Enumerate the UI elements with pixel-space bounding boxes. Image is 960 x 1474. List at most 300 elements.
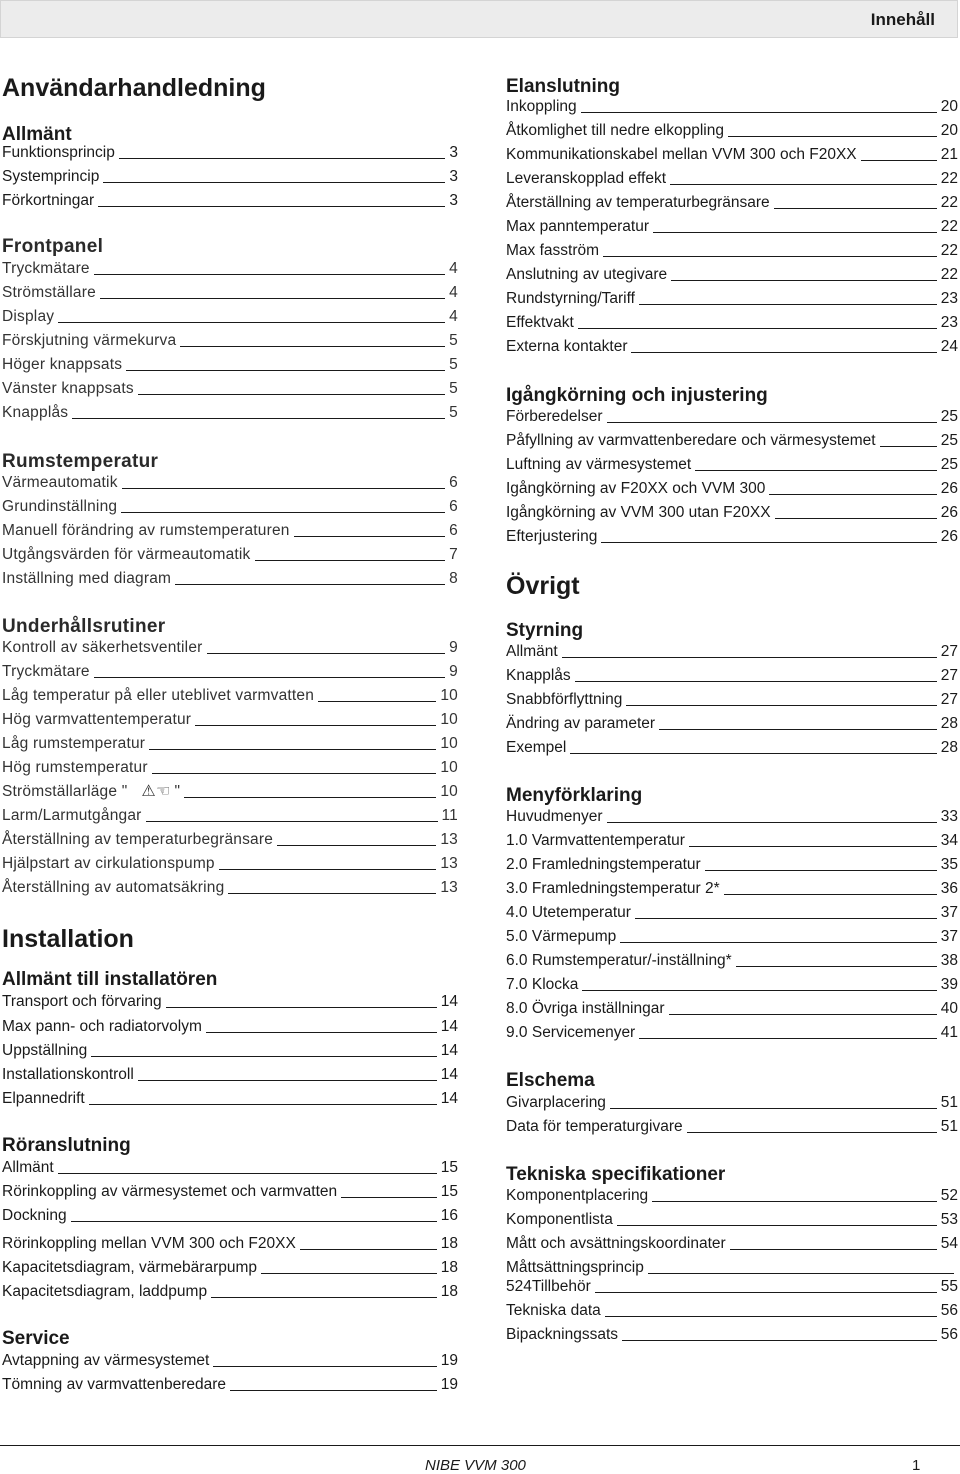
toc-entry-title: Dockning (2, 1207, 67, 1224)
part-heading: Övrigt (506, 572, 580, 600)
toc-entry-title: Strömställarläge " (2, 783, 128, 800)
toc-leader-line (671, 280, 937, 281)
toc-entry[interactable] (2, 1255, 458, 1277)
toc-entry[interactable] (2, 1062, 458, 1084)
toc-page-number: 26 (940, 504, 958, 521)
toc-entry-title: Allmänt (506, 643, 558, 660)
toc-leader-line (58, 322, 445, 323)
toc-page-number: 10 (440, 783, 458, 800)
toc-leader-line (575, 681, 937, 682)
toc-page-number: 4 (449, 260, 458, 277)
toc-leader-line (341, 1197, 437, 1198)
toc-entry-title: Förkortningar (2, 192, 95, 209)
toc-entry[interactable] (506, 948, 958, 970)
toc-entry[interactable] (506, 452, 958, 474)
toc-entry[interactable] (506, 524, 958, 546)
toc-entry[interactable] (506, 500, 958, 522)
section-heading: Röranslutning (2, 1135, 131, 1156)
toc-entry[interactable] (506, 1020, 958, 1042)
toc-leader-line (769, 494, 936, 495)
toc-entry[interactable] (2, 1038, 458, 1060)
toc-leader-line (607, 422, 937, 423)
toc-leader-line (71, 1221, 437, 1222)
toc-leader-line (669, 1014, 937, 1015)
toc-entry[interactable] (2, 542, 458, 564)
toc-page-number: 27 (940, 691, 958, 708)
toc-entry-title: 3.0 Framledningstemperatur 2* (506, 880, 720, 897)
toc-entry-title: Bipackningssats (506, 1326, 619, 1343)
toc-page-number: 41 (940, 1024, 958, 1041)
toc-entry[interactable] (506, 190, 958, 212)
header-bar (0, 0, 958, 38)
toc-entry-title: Efterjustering (506, 528, 598, 545)
toc-entry-title: Systemprincip (2, 168, 100, 185)
toc-page-number: 9 (449, 663, 458, 680)
toc-page-number: 38 (940, 952, 958, 969)
toc-entry[interactable] (2, 328, 458, 350)
toc-entry-title: Låg rumstemperatur (2, 735, 146, 752)
toc-entry-title: 524Tillbehör (506, 1278, 591, 1295)
toc-page-number: 9 (449, 639, 458, 656)
section-heading: Elschema (506, 1070, 595, 1091)
toc-leader-line (138, 394, 445, 395)
toc-page-number: 56 (940, 1326, 958, 1343)
toc-leader-line (601, 542, 936, 543)
toc-leader-line (228, 893, 436, 894)
toc-entry[interactable] (506, 1114, 958, 1136)
toc-leader-line (211, 1297, 437, 1298)
footer-page-number: 1 (912, 1457, 921, 1474)
toc-entry-title: 4.0 Utetemperatur (506, 904, 631, 921)
toc-page-number: 10 (440, 711, 458, 728)
toc-page-number: 13 (440, 855, 458, 872)
toc-entry[interactable] (2, 1372, 458, 1394)
toc-entry[interactable] (2, 1348, 458, 1370)
toc-entry-title: Måttsättningsprincip (506, 1259, 644, 1276)
section-heading: Service (2, 1328, 70, 1349)
toc-entry[interactable] (2, 1279, 458, 1301)
toc-entry-title: Strömställare (2, 284, 96, 301)
toc-leader-line (119, 158, 446, 159)
toc-page-number: 18 (440, 1235, 458, 1252)
toc-entry[interactable] (2, 352, 458, 374)
toc-entry[interactable] (2, 1086, 458, 1108)
toc-page-number: 13 (440, 879, 458, 896)
toc-leader-line (617, 1225, 937, 1226)
toc-entry[interactable] (2, 280, 458, 302)
toc-page-number: 22 (940, 170, 958, 187)
toc-entry-title: Låg temperatur på eller uteblivet varmvatten (2, 687, 315, 704)
toc-leader-line (603, 256, 937, 257)
toc-entry[interactable] (2, 1203, 458, 1225)
toc-leader-line (184, 797, 436, 798)
toc-page-number: 19 (440, 1376, 458, 1393)
toc-page-number: 5 (449, 404, 458, 421)
toc-entry[interactable] (506, 876, 958, 898)
toc-entry-title: Allmänt (2, 1159, 54, 1176)
toc-page-number: 25 (940, 456, 958, 473)
toc-entry-title: Rörinkoppling av värmesystemet och varmvatten (2, 1183, 338, 1200)
warning-hand-icon: ⚠☜ (141, 783, 171, 800)
toc-entry-title: 8.0 Övriga inställningar (506, 1000, 665, 1017)
section-heading: Frontpanel (2, 236, 104, 257)
toc-page-number: 3 (449, 168, 458, 185)
toc-entry[interactable] (2, 731, 458, 753)
toc-entry[interactable] (506, 900, 958, 922)
toc-leader-line (121, 512, 445, 513)
toc-entry-title: Avtappning av värmesystemet (2, 1352, 210, 1369)
toc-entry-title: Display (2, 308, 55, 325)
toc-entry[interactable] (2, 875, 458, 897)
toc-leader-line (774, 208, 937, 209)
toc-entry-title: Manuell förändring av rumstemperaturen (2, 522, 290, 539)
toc-leader-line (639, 304, 937, 305)
toc-entry-title: 2.0 Framledningstemperatur (506, 856, 701, 873)
toc-page-number: 14 (440, 1042, 458, 1059)
toc-leader-line (705, 870, 937, 871)
toc-leader-line (620, 942, 936, 943)
section-heading: Styrning (506, 620, 584, 641)
section-heading: Menyförklaring (506, 785, 643, 806)
toc-entry[interactable] (506, 804, 958, 826)
toc-page-number: 27 (940, 667, 958, 684)
toc-page-number: 13 (440, 831, 458, 848)
toc-entry-title: Max pann- och radiatorvolym (2, 1018, 202, 1035)
toc-entry[interactable] (506, 214, 958, 236)
toc-entry-title: Förskjutning värmekurva (2, 332, 177, 349)
toc-entry[interactable] (506, 852, 958, 874)
toc-leader-line (631, 352, 936, 353)
toc-page-number: 39 (940, 976, 958, 993)
toc-leader-line (58, 1173, 437, 1174)
toc-page-number: 52 (940, 1187, 958, 1204)
toc-leader-line (861, 160, 937, 161)
toc-entry[interactable] (2, 659, 458, 681)
toc-entry-title: Snabbförflyttning (506, 691, 623, 708)
toc-page-number: 8 (449, 570, 458, 587)
toc-page-number: 18 (440, 1283, 458, 1300)
toc-entry[interactable] (506, 687, 958, 709)
toc-page-number: 56 (940, 1302, 958, 1319)
toc-leader-line (659, 729, 937, 730)
toc-entry-title: Tekniska data (506, 1302, 601, 1319)
toc-entry[interactable] (2, 989, 458, 1011)
toc-page-number: 22 (940, 242, 958, 259)
toc-leader-line (294, 536, 446, 537)
toc-leader-line (195, 725, 436, 726)
toc-entry[interactable] (506, 166, 958, 188)
toc-entry-title: Påfyllning av varmvattenberedare och värmesystemet (506, 432, 876, 449)
toc-entry-title: Exempel (506, 739, 567, 756)
toc-leader-line (94, 274, 445, 275)
toc-page-number: 27 (940, 643, 958, 660)
toc-entry-title: Återställning av temperaturbegränsare (2, 831, 274, 848)
toc-entry[interactable] (506, 334, 958, 356)
header-title: Innehåll (870, 10, 935, 29)
toc-leader-line (152, 773, 437, 774)
toc-entry[interactable] (506, 310, 958, 332)
toc-entry[interactable] (506, 1207, 958, 1229)
toc-page-number: 4 (449, 284, 458, 301)
toc-leader-line (610, 1108, 937, 1109)
toc-page-number: 34 (940, 832, 958, 849)
toc-entry-title: Igångkörning av VVM 300 utan F20XX (506, 504, 771, 521)
toc-page-number: 20 (940, 122, 958, 139)
toc-entry-title: Knapplås (2, 404, 69, 421)
toc-entry[interactable] (2, 470, 458, 492)
toc-leader-line (277, 845, 436, 846)
toc-page-number: 22 (940, 194, 958, 211)
toc-page-number: 28 (940, 739, 958, 756)
toc-leader-line (261, 1273, 437, 1274)
toc-page-number: 20 (940, 98, 958, 115)
toc-entry[interactable] (506, 1322, 958, 1344)
toc-entry[interactable] (2, 376, 458, 398)
toc-entry-title: 1.0 Varmvattentemperatur (506, 832, 685, 849)
toc-leader-line (255, 560, 446, 561)
toc-page-number: 33 (940, 808, 958, 825)
toc-leader-line (103, 182, 445, 183)
toc-page-number: 37 (940, 904, 958, 921)
section-heading: Igångkörning och injustering (506, 385, 768, 406)
toc-leader-line (581, 112, 937, 113)
toc-entry[interactable] (2, 755, 458, 777)
toc-page-number: 6 (449, 474, 458, 491)
toc-entry[interactable] (506, 1231, 958, 1253)
toc-page-number: 10 (440, 735, 458, 752)
toc-leader-line (635, 918, 937, 919)
toc-entry-title: Anslutning av utegivare (506, 266, 668, 283)
toc-page-number: 40 (940, 1000, 958, 1017)
toc-entry-title: Inställning med diagram (2, 570, 172, 587)
toc-leader-line (207, 653, 446, 654)
toc-entry-title: Grundinställning (2, 498, 118, 515)
toc-page-number: 5 (449, 356, 458, 373)
toc-entry-title: Vänster knappsats (2, 380, 134, 397)
section-heading: Tekniska specifikationer (506, 1164, 726, 1185)
toc-entry[interactable] (2, 851, 458, 873)
toc-entry[interactable] (2, 635, 458, 657)
toc-entry-title: Hög rumstemperatur (2, 759, 148, 776)
toc-entry[interactable] (506, 828, 958, 850)
toc-entry-title: Kontroll av säkerhetsventiler (2, 639, 203, 656)
toc-entry[interactable] (2, 827, 458, 849)
toc-leader-line (652, 1201, 937, 1202)
toc-entry[interactable] (2, 494, 458, 516)
toc-entry[interactable] (506, 262, 958, 284)
toc-page-number: 54 (940, 1235, 958, 1252)
toc-entry[interactable] (2, 164, 458, 186)
toc-page-number: 19 (440, 1352, 458, 1369)
toc-entry[interactable] (506, 663, 958, 685)
toc-page-number: 37 (940, 928, 958, 945)
section-heading: Allmänt (2, 124, 72, 145)
toc-entry-title: Tryckmätare (2, 260, 90, 277)
toc-entry[interactable] (2, 1155, 458, 1177)
toc-entry-title: Förberedelser (506, 408, 603, 425)
toc-leader-line (94, 677, 445, 678)
toc-leader-line (695, 470, 937, 471)
toc-entry[interactable] (506, 1183, 958, 1205)
toc-leader-line (728, 136, 937, 137)
toc-page-number: 36 (940, 880, 958, 897)
toc-page-number: 51 (940, 1118, 958, 1135)
section-heading: Underhållsrutiner (2, 616, 166, 637)
toc-entry-title: Huvudmenyer (506, 808, 603, 825)
toc-leader-line (146, 821, 438, 822)
toc-entry[interactable] (2, 707, 458, 729)
toc-entry-title: Kapacitetsdiagram, värmebärarpump (2, 1259, 258, 1276)
toc-entry-title: Igångkörning av F20XX och VVM 300 (506, 480, 766, 497)
toc-page-number: 14 (440, 1018, 458, 1035)
toc-entry-title: Transport och förvaring (2, 993, 162, 1010)
toc-page-number: 28 (940, 715, 958, 732)
toc-leader-line (562, 657, 937, 658)
toc-entry-title: Värmeautomatik (2, 474, 118, 491)
toc-entry[interactable] (506, 94, 958, 116)
toc-page-number: 3 (449, 144, 458, 161)
toc-entry-title: Återställning av automatsäkring (2, 879, 225, 896)
toc-entry-title: Utgångsvärden för värmeautomatik (2, 546, 251, 563)
toc-page-number: 25 (940, 408, 958, 425)
footer-divider (0, 1445, 960, 1446)
toc-leader-line (149, 749, 436, 750)
toc-entry[interactable] (506, 972, 958, 994)
toc-page-number: 26 (940, 528, 958, 545)
toc-entry[interactable] (506, 118, 958, 140)
toc-page-number: 53 (940, 1211, 958, 1228)
toc-entry-title-suffix: " (174, 783, 181, 800)
toc-leader-line (570, 753, 936, 754)
toc-entry[interactable] (506, 428, 958, 450)
toc-entry[interactable] (2, 566, 458, 588)
toc-leader-line (180, 346, 445, 347)
toc-entry[interactable] (2, 779, 458, 801)
toc-leader-line (880, 446, 937, 447)
toc-page-number: 10 (440, 759, 458, 776)
toc-entry-title: 7.0 Klocka (506, 976, 579, 993)
toc-leader-line (300, 1249, 437, 1250)
toc-entry[interactable] (506, 639, 958, 661)
toc-entry[interactable] (2, 1179, 458, 1201)
toc-leader-line (91, 1056, 436, 1057)
toc-entry-title: Rundstyrning/Tariff (506, 290, 635, 307)
toc-entry[interactable] (506, 735, 958, 757)
toc-entry-title: Kommunikationskabel mellan VVM 300 och F20XX (506, 146, 857, 163)
toc-entry-title: Givarplacering (506, 1094, 606, 1111)
toc-page-number: 5 (449, 380, 458, 397)
toc-entry-title: Komponentlista (506, 1211, 613, 1228)
toc-leader-line (582, 990, 936, 991)
toc-entry[interactable] (2, 1014, 458, 1036)
toc-leader-line (318, 701, 436, 702)
toc-entry-title: Max fasström (506, 242, 600, 259)
toc-entry-title: Luftning av värmesystemet (506, 456, 692, 473)
toc-entry[interactable] (2, 518, 458, 540)
toc-page-number: 15 (440, 1159, 458, 1176)
toc-page-number: 14 (440, 1090, 458, 1107)
toc-entry-title: Rörinkoppling mellan VVM 300 och F20XX (2, 1235, 296, 1252)
toc-leader-line (626, 705, 936, 706)
toc-entry[interactable] (506, 476, 958, 498)
toc-page-number: 25 (940, 432, 958, 449)
toc-entry[interactable] (506, 142, 958, 164)
toc-leader-line (230, 1390, 437, 1391)
toc-entry[interactable] (2, 400, 458, 422)
toc-entry[interactable] (506, 1274, 958, 1296)
toc-leader-line (607, 822, 937, 823)
toc-page-number: 7 (449, 546, 458, 563)
toc-entry-title: Komponentplacering (506, 1187, 649, 1204)
toc-entry-title: Larm/Larmutgångar (2, 807, 142, 824)
toc-entry[interactable] (506, 996, 958, 1018)
toc-entry-title: Elpannedrift (2, 1090, 85, 1107)
toc-page-number: 4 (449, 308, 458, 325)
toc-entry-title: Knapplås (506, 667, 571, 684)
toc-leader-line (578, 328, 937, 329)
toc-entry[interactable] (2, 803, 458, 825)
toc-leader-line (122, 488, 446, 489)
toc-entry[interactable] (506, 404, 958, 426)
toc-entry[interactable] (506, 711, 958, 733)
section-heading: Elanslutning (506, 76, 620, 97)
toc-entry-title: Tryckmätare (2, 663, 90, 680)
toc-entry-title: Åtkomlighet till nedre elkoppling (506, 122, 724, 139)
toc-entry-title: Kapacitetsdiagram, laddpump (2, 1283, 208, 1300)
toc-leader-line (595, 1292, 937, 1293)
toc-leader-line (175, 584, 445, 585)
toc-entry-title: 6.0 Rumstemperatur/-inställning* (506, 952, 732, 969)
toc-page-number: 18 (440, 1259, 458, 1276)
toc-entry-title: Effektvakt (506, 314, 574, 331)
toc-leader-line (166, 1007, 437, 1008)
toc-entry[interactable] (2, 256, 458, 278)
toc-entry-title: Externa kontakter (506, 338, 628, 355)
toc-entry-title: Tömning av varmvattenberedare (2, 1376, 227, 1393)
toc-entry[interactable] (506, 238, 958, 260)
toc-leader-line (213, 1366, 436, 1367)
toc-leader-line (736, 966, 937, 967)
toc-entry[interactable] (2, 188, 458, 210)
toc-entry-title: Data för temperaturgivare (506, 1118, 683, 1135)
toc-entry[interactable] (2, 1231, 458, 1253)
toc-page-number: 11 (441, 807, 458, 824)
toc-entry-title: Leveranskopplad effekt (506, 170, 666, 187)
toc-entry[interactable] (2, 140, 458, 162)
toc-entry[interactable] (2, 683, 458, 705)
toc-entry-title: Inkoppling (506, 98, 577, 115)
toc-leader-line (724, 894, 937, 895)
part-heading: Installation (2, 925, 134, 953)
toc-page-number: 6 (449, 522, 458, 539)
toc-page-number: 23 (940, 314, 958, 331)
toc-page-number: 22 (940, 266, 958, 283)
toc-page-number: 15 (440, 1183, 458, 1200)
toc-leader-line (687, 1132, 937, 1133)
toc-page-number: 23 (940, 290, 958, 307)
toc-entry[interactable] (506, 924, 958, 946)
toc-leader-line (126, 370, 445, 371)
toc-entry[interactable] (506, 1298, 958, 1320)
toc-page-number: 26 (940, 480, 958, 497)
toc-entry[interactable] (506, 1090, 958, 1112)
toc-entry-title: Hög varmvattentemperatur (2, 711, 192, 728)
toc-entry[interactable] (506, 286, 958, 308)
toc-entry-title: Ändring av parameter (506, 715, 656, 732)
toc-entry-title: 5.0 Värmepump (506, 928, 617, 945)
toc-page-number: 24 (940, 338, 958, 355)
toc-entry[interactable] (2, 304, 458, 326)
